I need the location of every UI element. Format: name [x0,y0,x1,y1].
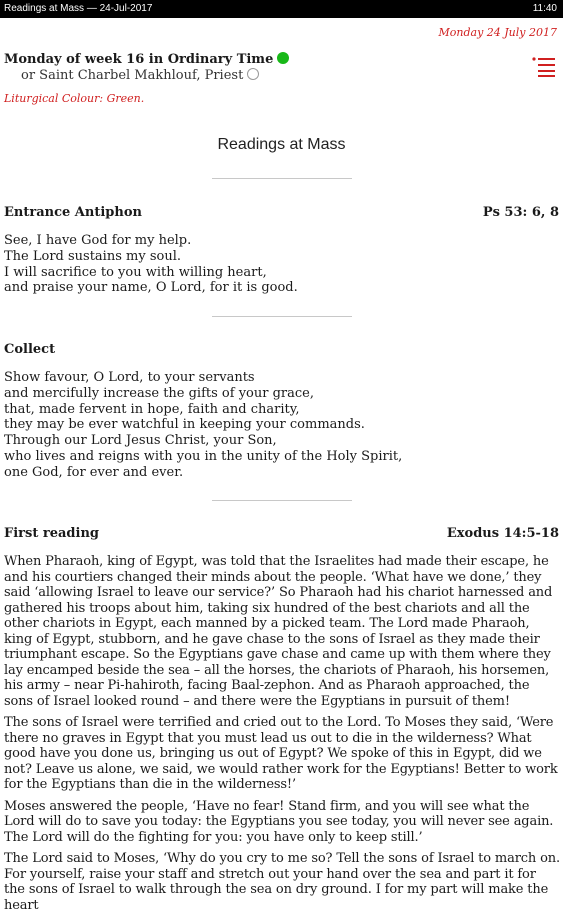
section-divider [212,316,352,317]
page-title: Readings at Mass [217,136,346,153]
day-title-row[interactable] [4,52,289,67]
entrance-antiphon-text [4,233,298,296]
entrance-antiphon-title: Entrance Antiphon [4,205,142,220]
verse-line: and praise your name, O Lord, for it is good. [4,280,298,296]
reading-paragraph: The Lord said to Moses, ‘Why do you cry to me so? Tell the sons of Israel to march on. For yourself, raise your staff and stretch out your hand over the sea and part it for the sons of Israel to walk through the sea on dry ground. I for my part will make the heart [4,851,560,913]
verse-line: and mercifully increase the gifts of your grace, [4,385,314,401]
liturgical-colour: Liturgical Colour: Green. [4,92,145,105]
verse-line: one God, for ever and ever. [4,464,184,480]
verse-line: The Lord sustains my soul. [4,248,181,264]
verse-line: I will sacrifice to you with willing heart, [4,264,267,280]
reading-paragraph: The sons of Israel were terrified and cried out to the Lord. To Moses they said, ‘Were there no graves in Egypt that you must lead us out to die in the wilderness? What good have you done us, bringing us out of Egypt? We spoke of this in Egypt, did we not? Leave us alone, we said, we would rather work for the Egyptians! Better to work for the Egyptians than die in the wilderness!’ [4,715,558,792]
first-reading-ref: Exodus 14:5-18 [446,526,559,541]
first-reading-title: First reading [4,526,99,541]
collect-header [4,342,559,357]
current-date[interactable]: Monday 24 July 2017 [438,26,557,39]
reading-paragraph: When Pharaoh, king of Egypt, was told that the Israelites had made their escape, he and his courtiers changed their minds about the people. ‘What have we done,’ they said ‘allowing Israel to leave our service?’ So Pharaoh had his chariot harnessed and gathered his troops about him, taking six hundred of the best chariots and all the other chariots in Egypt, each manned by a picked team. The Lord made Pharaoh, king of Egypt, stubborn, and he gave chase to the sons of Israel as they made their triumphant escape. So the Egyptians gave chase and came up with them where they lay encamped beside the sea – all the horses, the chariots of Pharaoh, his horsemen, his army – near Pi-hahiroth, facing Baal-zephon. And as Pharaoh approached, the sons of Israel looked round – and there were the Egyptians in pursuit of them! [4,554,553,709]
memorial-title: or Saint Charbel Makhlouf, Priest [21,68,244,83]
memorial-option-row[interactable] [21,68,259,83]
verse-line: See, I have God for my help. [4,233,192,248]
first-reading-text [4,554,560,919]
verse-line: Through our Lord Jesus Christ, your Son, [4,433,277,449]
reading-paragraph: Moses answered the people, ‘Have no fear! Stand firm, and you will see what the Lord will do to save you today: the Egyptians you see today, you will never see again. The Lord will do the fighting for you: you have only to keep still.’ [4,798,554,845]
verse-line: Show favour, O Lord, to your servants [4,370,255,385]
collect-text [4,370,402,481]
status-bar-time: 11:40 [532,3,557,14]
verse-line: that, made fervent in hope, faith and charity, [4,401,300,417]
collect-title: Collect [4,342,56,357]
day-title: Monday of week 16 in Ordinary Time [4,52,274,67]
first-reading-header [4,526,559,541]
status-bar [0,0,563,18]
section-divider [212,500,352,501]
section-divider [212,178,352,179]
menu-list-icon[interactable] [531,55,557,77]
entrance-antiphon-header [4,205,559,220]
entrance-antiphon-ref: Ps 53: 6, 8 [482,205,559,220]
radio-circle-icon[interactable] [247,68,259,80]
status-bar-title: Readings at Mass — 24-Jul-2017 [4,3,153,14]
verse-line: they may be ever watchful in keeping your commands. [4,417,365,433]
green-colour-dot-icon [277,52,289,64]
verse-line: who lives and reigns with you in the unity of the Holy Spirit, [4,448,403,464]
